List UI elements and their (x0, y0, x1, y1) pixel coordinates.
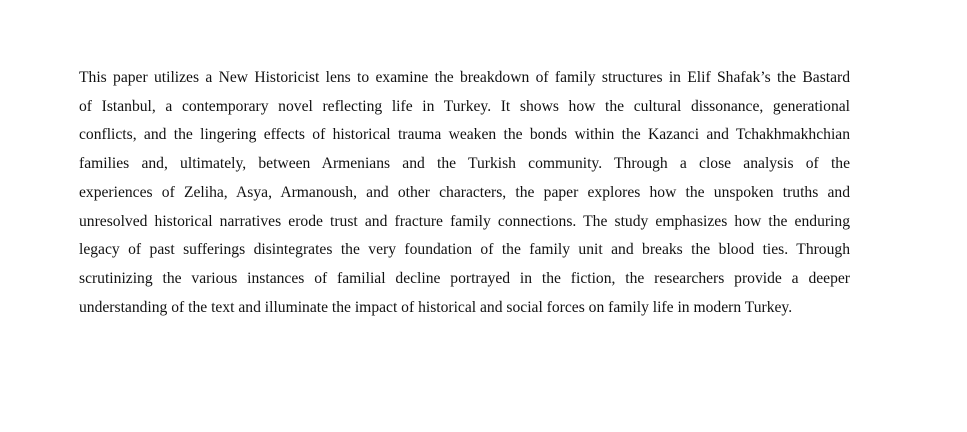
abstract-line: legacy of past sufferings disintegrates the very foundation of the family unit and breaks the blood ties. Through (79, 241, 850, 259)
abstract-line: conflicts, and the lingering effects of historical trauma weaken the bonds within the Kazanci and Tchakhmakhchian (79, 126, 850, 144)
abstract-line: experiences of Zeliha, Asya, Armanoush, and other characters, the paper explores how the unspoken truths and (79, 183, 850, 201)
abstract-line: unresolved historical narratives erode trust and fracture family connections. The study emphasizes how the enduring (79, 212, 850, 230)
abstract-line: of Istanbul, a contemporary novel reflecting life in Turkey. It shows how the cultural dissonance, generational (79, 97, 850, 115)
abstract-line: scrutinizing the various instances of familial decline portrayed in the fiction, the researchers provide a deeper (79, 269, 850, 287)
abstract-line: families and, ultimately, between Armenians and the Turkish community. Through a close analysis of the (79, 155, 850, 173)
abstract-line: This paper utilizes a New Historicist lens to examine the breakdown of family structures in Elif Shafak’s the Bastard (79, 69, 850, 86)
abstract-paragraph (79, 64, 850, 322)
abstract-line: understanding of the text and illuminate the impact of historical and social forces on family life in modern Turkey. (79, 298, 793, 316)
